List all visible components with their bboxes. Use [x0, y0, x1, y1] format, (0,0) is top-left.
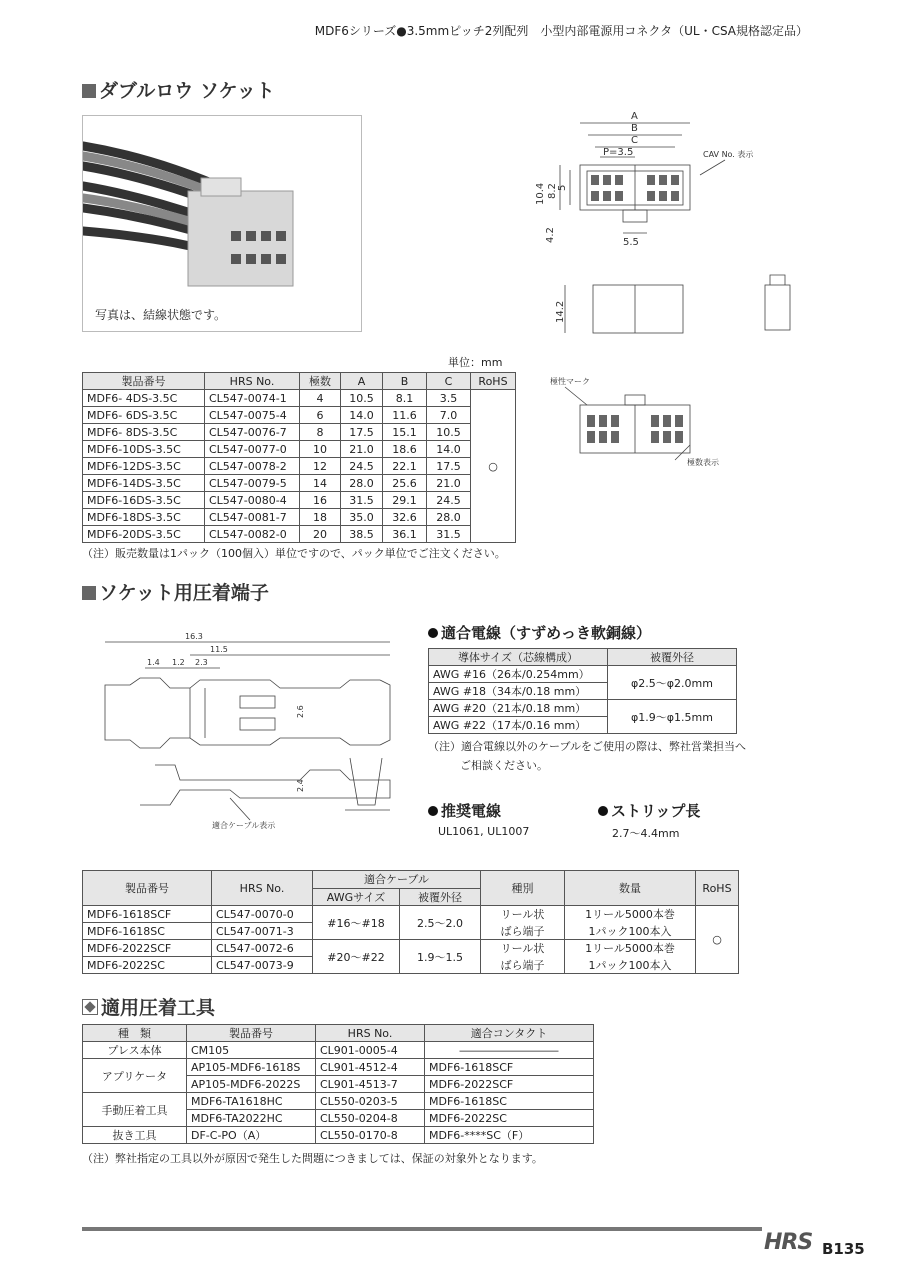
table-row: プレス本体 CM105 CL901-0005-4 ――――――――― — [83, 1042, 594, 1059]
col-hrs-no: HRS No. — [212, 871, 313, 906]
wire-note-b: ご相談ください。 — [460, 759, 548, 772]
od-value-1: φ2.5～φ2.0mm — [608, 666, 737, 700]
footer-rule — [82, 1227, 762, 1231]
wire-table — [428, 648, 737, 734]
table-row: MDF6-12DS-3.5C CL547-0078-2 12 24.5 22.1 17.5 — [83, 458, 516, 475]
col-awg: AWGサイズ — [313, 888, 400, 906]
dim-a-label: A — [631, 111, 638, 122]
dim-1-2-label: 1.2 — [172, 658, 185, 667]
col-b: B — [383, 373, 427, 390]
col-part-number: 製品番号 — [83, 373, 205, 390]
wire-note-a: （注）適合電線以外のケーブルをご使用の際は、弊社営業担当へ — [428, 740, 747, 753]
col-type: 種別 — [481, 871, 565, 906]
col-outer-diameter: 被覆外径 — [608, 649, 737, 666]
socket-table — [82, 372, 516, 543]
table-row: MDF6-TA2022HC CL550-0204-8 MDF6-2022SC — [83, 1110, 594, 1127]
dim-16-3-label: 16.3 — [185, 632, 203, 641]
table-row: MDF6-2022SCF CL547-0072-6 #20～#22 1.9～1.5 リール状 1リール5000本巻 — [83, 940, 739, 957]
table-row: MDF6-16DS-3.5C CL547-0080-4 16 31.5 29.1 24.5 — [83, 492, 516, 509]
rohs-mark: ○ — [696, 906, 739, 974]
product-photo — [82, 115, 362, 332]
strip-length-value: 2.7～4.4mm — [612, 827, 680, 840]
col-rohs: RoHS — [471, 373, 516, 390]
table-row: 手動圧着工具 MDF6-TA1618HC CL550-0203-5 MDF6-1618SC — [83, 1093, 594, 1110]
compatible-wire-title: 適合電線（すずめっき軟銅線） — [428, 622, 651, 643]
page-header: MDF6シリーズ●3.5mmピッチ2列配列 小型内部電源用コネクタ（UL・CSA規格認定品） — [314, 24, 808, 38]
note-sales-unit: （注）販売数量は1パック（100個入）単位ですので、パック単位でご注文ください。 — [82, 547, 506, 560]
col-conductor: 導体サイズ（芯線構成） — [429, 649, 608, 666]
connector-photo-illustration — [83, 116, 361, 331]
od-value-2: φ1.9～φ1.5mm — [608, 700, 737, 734]
col-rohs: RoHS — [696, 871, 739, 906]
col-product-number: 製品番号 — [187, 1025, 316, 1042]
dim-11-5-label: 11.5 — [210, 645, 228, 654]
hrs-logo: HRS — [764, 1230, 813, 1255]
table-row: MDF6-20DS-3.5C CL547-0082-0 20 38.5 36.1 31.5 — [83, 526, 516, 543]
note-tools: （注）弊社指定の工具以外が原因で発生した問題につきましては、保証の対象外となります。 — [82, 1152, 543, 1165]
dim-5-label: 5 — [557, 184, 568, 191]
cav-label: CAV No. 表示 — [703, 150, 754, 159]
square-bullet-icon — [82, 586, 96, 600]
dim-pitch-label: P=3.5 — [603, 147, 634, 158]
dim-1-4-label: 1.4 — [147, 658, 160, 667]
col-quantity: 数量 — [565, 871, 696, 906]
rohs-mark: ○ — [471, 390, 516, 543]
dim-2-6-label: 2.6 — [296, 705, 305, 718]
dim-c-label: C — [631, 135, 638, 146]
col-poles: 極数 — [300, 373, 341, 390]
col-hrs-no: HRS No. — [205, 373, 300, 390]
recommended-wire-value: UL1061, UL1007 — [438, 825, 530, 838]
table-row: MDF6- 4DS-3.5C CL547-0074-1 4 10.5 8.1 3.5 ○ — [83, 390, 516, 407]
table-row: AWG #20（21本/0.18 mm） φ1.9～φ1.5mm — [429, 700, 737, 717]
table-row: MDF6-1618SC CL547-0071-3 ばら端子 1パック100本入 — [83, 923, 739, 940]
dim-8-2-label: 8.2 — [547, 183, 558, 199]
bullet-icon — [428, 806, 438, 816]
recommended-wire-title: 推奨電線 — [428, 800, 501, 821]
tools-table — [82, 1024, 594, 1144]
pole-display-label: 極数表示 — [687, 458, 719, 467]
dim-b-label: B — [631, 123, 638, 134]
table-row: MDF6-10DS-3.5C CL547-0077-0 10 21.0 18.6 14.0 — [83, 441, 516, 458]
col-hrs-no: HRS No. — [316, 1025, 425, 1042]
table-row: MDF6-14DS-3.5C CL547-0079-5 14 28.0 25.6 21.0 — [83, 475, 516, 492]
section-title-socket: ダブルロウ ソケット — [82, 76, 275, 103]
col-c: C — [427, 373, 471, 390]
table-row: アプリケータ AP105-MDF6-1618S CL901-4512-4 MDF6-1618SCF — [83, 1059, 594, 1076]
col-compatible-contact: 適合コンタクト — [425, 1025, 594, 1042]
dim-2-3-label: 2.3 — [195, 658, 208, 667]
col-a: A — [341, 373, 383, 390]
col-compatible-cable: 適合ケーブル — [313, 871, 481, 889]
socket-drawing — [525, 105, 795, 475]
table-row: 抜き工具 DF-C-PO（A） CL550-0170-8 MDF6-****SC（F） — [83, 1127, 594, 1144]
photo-caption: 写真は、結線状態です。 — [95, 308, 227, 322]
section-title-tools: 適用圧着工具 — [82, 993, 215, 1020]
table-row: MDF6- 8DS-3.5C CL547-0076-7 8 17.5 15.1 10.5 — [83, 424, 516, 441]
bullet-icon — [428, 628, 438, 638]
bullet-icon — [598, 806, 608, 816]
section-title-terminal: ソケット用圧着端子 — [82, 578, 269, 605]
terminal-table — [82, 870, 739, 974]
table-row: MDF6-18DS-3.5C CL547-0081-7 18 35.0 32.6 28.0 — [83, 509, 516, 526]
table-row: MDF6-1618SCF CL547-0070-0 #16～#18 2.5～2.0 リール状 1リール5000本巻 ○ — [83, 906, 739, 923]
table-row: MDF6-2022SC CL547-0073-9 ばら端子 1パック100本入 — [83, 957, 739, 974]
col-kind: 種 類 — [83, 1025, 187, 1042]
terminal-drawing — [100, 630, 400, 835]
col-od: 被覆外径 — [400, 888, 481, 906]
table-row: MDF6- 6DS-3.5C CL547-0075-4 6 14.0 11.6 7.0 — [83, 407, 516, 424]
table-row: AWG #18（34本/0.18 mm） — [429, 683, 737, 700]
dim-10-4-label: 10.4 — [535, 182, 546, 205]
table-row: AP105-MDF6-2022S CL901-4513-7 MDF6-2022SCF — [83, 1076, 594, 1093]
page-number: B135 — [822, 1240, 865, 1258]
dim-14-2-label: 14.2 — [555, 300, 566, 323]
unit-label: 単位：mm — [448, 356, 503, 369]
strip-length-title: ストリップ長 — [598, 800, 700, 821]
dim-2-4-label: 2.4 — [296, 779, 305, 792]
table-row: AWG #16（26本/0.254mm） φ2.5～φ2.0mm — [429, 666, 737, 683]
diamond-bullet-icon — [82, 999, 98, 1015]
col-part-number: 製品番号 — [83, 871, 212, 906]
table-row: AWG #22（17本/0.16 mm） — [429, 717, 737, 734]
square-bullet-icon — [82, 84, 96, 98]
dim-4-2-label: 4.2 — [545, 227, 556, 243]
dim-5-5-label: 5.5 — [623, 237, 639, 248]
polarity-mark-label: 極性マーク — [550, 377, 590, 386]
cable-display-label: 適合ケーブル表示 — [212, 821, 276, 830]
